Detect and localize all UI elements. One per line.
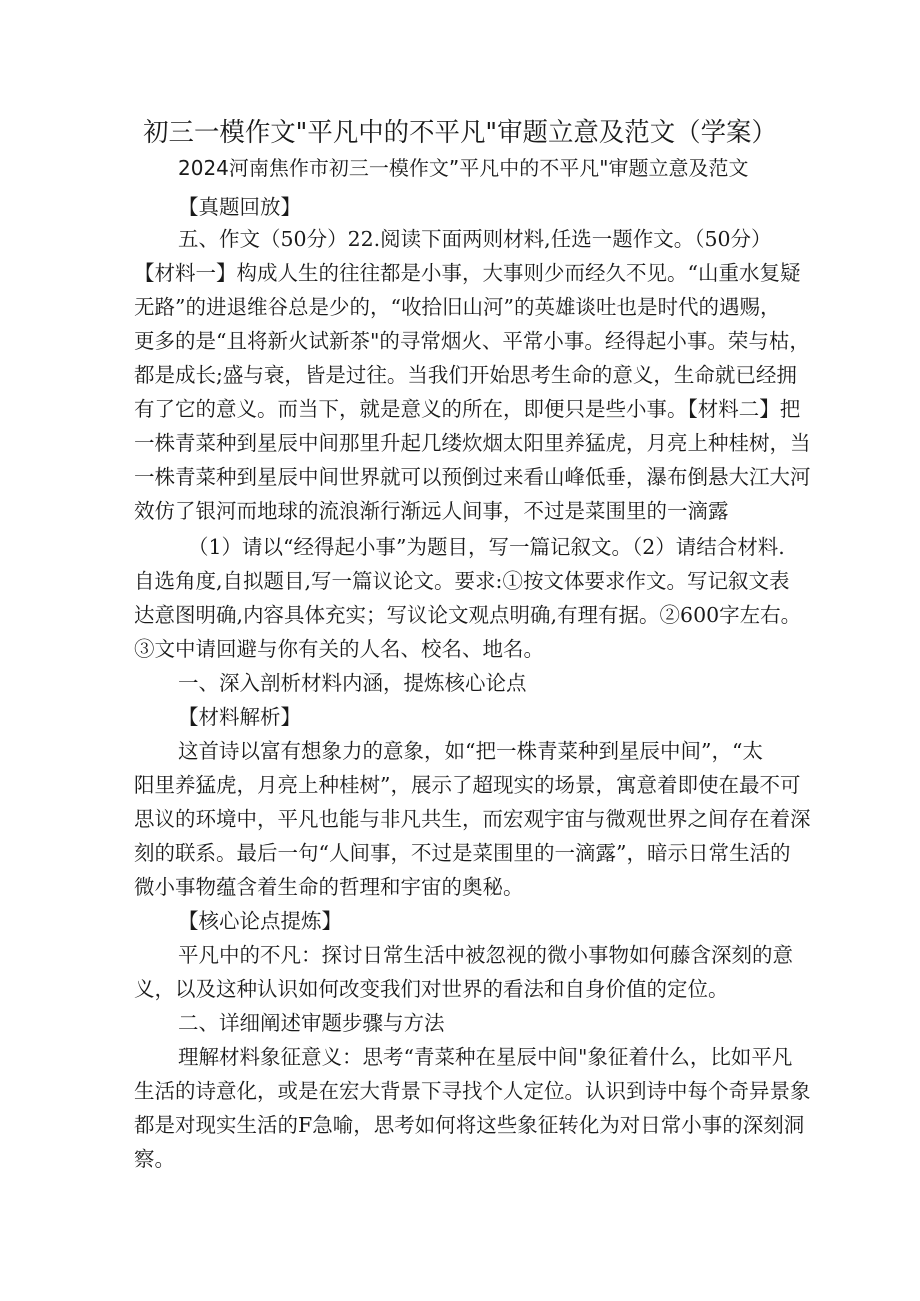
paragraph-line: 一株青菜种到星辰中间那里升起几缕炊烟太阳里养猛虎，月亮上种桂树，当 (134, 431, 811, 455)
paragraph-line: ③文中请回避与你有关的人名、校名、地名。 (134, 637, 544, 661)
paragraph-line: 这首诗以富有想象力的意象，如“把一株青菜种到星辰中间”，“太 (178, 739, 763, 763)
paragraph-line: 平凡中的不凡：探讨日常生活中被忽视的微小事物如何藤含深刻的意 (178, 943, 793, 967)
paragraph-line: 阳里养猛虎，月亮上种桂树”，展示了超现实的场景，寓意着即使在最不可 (134, 773, 801, 797)
section-heading-exam-review: 【真题回放】 (178, 195, 301, 219)
paragraph-line: 都是对现实生活的F急喻，思考如何将这些象征转化为对日常小事的深刻洞 (134, 1113, 805, 1137)
paragraph-line: 都是成长;盛与衰，皆是过往。当我们开始思考生命的意义，生命就已经拥 (134, 363, 797, 387)
paragraph-line: 更多的是“且将新火试新茶"的寻常烟火、平常小事。经得起小事。荣与枯， (134, 329, 810, 353)
section-heading-steps: 二、详细阐述审题步骤与方法 (178, 1011, 445, 1035)
paragraph-line: 刻的联系。最后一句“人间事，不过是菜围里的一滴露”，暗示日常生活的 (134, 841, 791, 865)
paragraph-line: 微小事物蕴含着生命的哲理和宇宙的奥秘。 (134, 875, 524, 899)
paragraph-line: 效仿了银河而地球的流浪渐行渐远人间事，不过是菜围里的一滴露 (134, 499, 729, 523)
paragraph-line: 达意图明确,内容具体充实；写议论文观点明确,有理有据。②600字左右。 (134, 603, 802, 627)
paragraph-line: 无路”的进退维谷总是少的，“收拾旧山河”的英雄谈吐也是时代的遇赐， (134, 295, 781, 319)
paragraph-line: 自选角度,自拟题目,写一篇议论文。要求:①按文体要求作文。写记叙文表 (134, 569, 790, 593)
section-heading-material-analysis: 【材料解析】 (178, 705, 301, 729)
paragraph-line: 一株青菜种到星辰中间世界就可以预倒过来看山峰低垂，瀑布倒悬大江大河 (134, 465, 811, 489)
paragraph-line: 生活的诗意化，或是在宏大背景下寻找个人定位。认识到诗中每个奇异景象 (134, 1079, 811, 1103)
paragraph-line: 理解材料象征意义：思考“青菜种在星辰中间"象征着什么，比如平凡 (178, 1045, 793, 1069)
paragraph-line: 察。 (134, 1147, 175, 1171)
paragraph-line: 思议的环境中，平凡也能与非凡共生，而宏观宇宙与微观世界之间存在着深 (134, 807, 811, 831)
paragraph-line: 有了它的意义。而当下，就是意义的所在，即便只是些小事。【材料二】把 (134, 397, 801, 421)
section-heading-analysis: 一、深入剖析材料内涵，提炼核心论点 (178, 671, 527, 695)
document-subtitle: 2024河南焦作市初三一模作文”平凡中的不平凡"审题立意及范文 (178, 156, 749, 180)
paragraph-line: 五、作文（50分）22.阅读下面两则材料,任选一题作文。（50分） (178, 227, 772, 251)
paragraph-line: 义，以及这种认识如何改变我们对世界的看法和自身价值的定位。 (134, 977, 729, 1001)
paragraph-line: 【材料一】构成人生的往往都是小事，大事则少而经久不见。“山重水复疑 (134, 261, 801, 285)
document-title: 初三一模作文"平凡中的不平凡"审题立意及范文（学案） (143, 118, 777, 148)
section-heading-core-argument: 【核心论点提炼】 (178, 909, 342, 933)
paragraph-line: （1）请以“经得起小事”为题目，写一篇记叙文。（2）请结合材料. (188, 535, 785, 559)
